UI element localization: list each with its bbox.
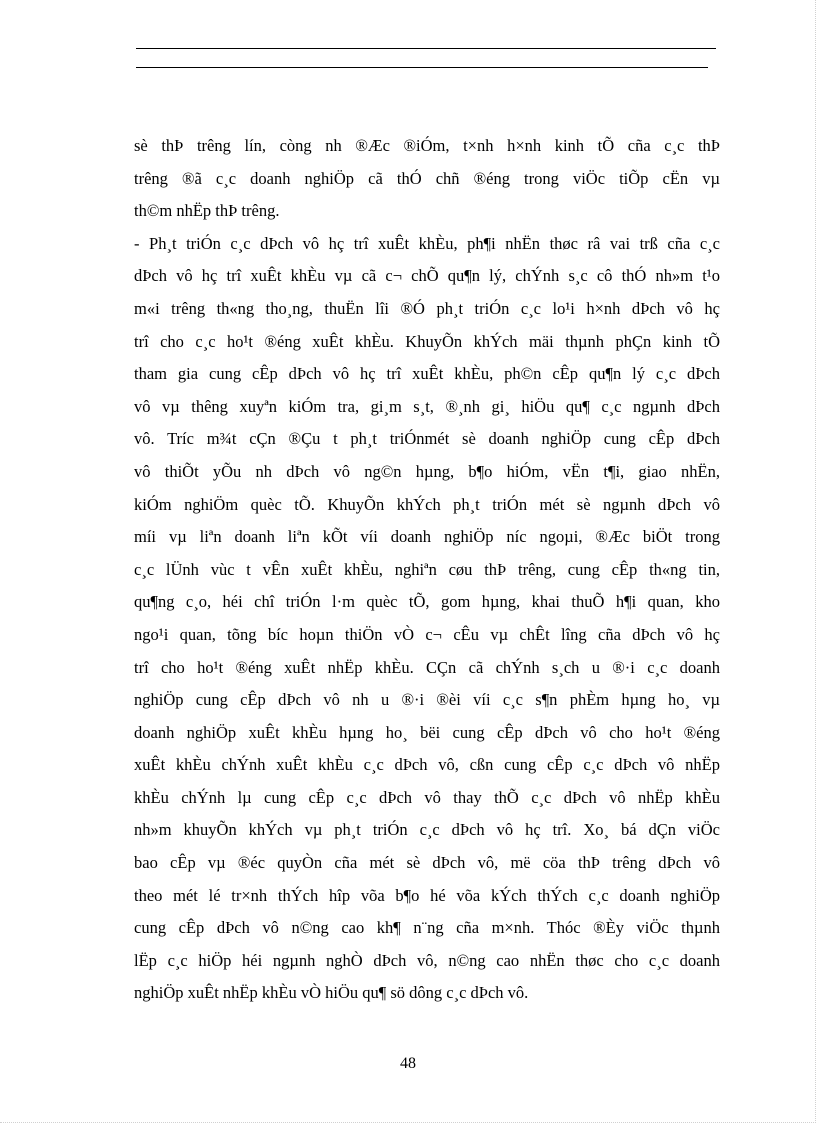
text-line: th©m nhËp thÞ trêng. <box>134 201 280 221</box>
text-line: trêng ®ã c¸c doanh nghiÖp cã thÓ chñ ®éng trong viÖc tiÕp cËn vµ <box>134 168 720 188</box>
text-line: sè thÞ trêng lín, còng nh ®Æc ®iÓm, t×nh h×nh kinh tÕ cña c¸c thÞ <box>134 136 720 155</box>
text-line: dÞch vô hç trî xuÊt khÈu vµ cã c¬ chÕ qu¶n lý, chÝnh s¸c cô thÓ nh»m t¹o <box>134 266 720 286</box>
text-line: xuÊt khÈu chÝnh xuÊt khÈu c¸c dÞch vô, cßn cung cÊp c¸c dÞch vô nhËp <box>134 755 720 775</box>
text-line: trî cho ho¹t ®éng xuÊt nhËp khÈu. CÇn cã chÝnh s¸ch u ®·i c¸c doanh <box>134 657 720 677</box>
text-line: ngo¹i quan, tõng bíc hoµn thiÖn vÒ c¬ cÊu vµ chÊt lîng cña dÞch vô hç <box>134 624 720 644</box>
text-line: míi vµ liªn doanh liªn kÕt víi doanh nghiÖp níc ngoµi, ®Æc biÖt trong <box>134 527 720 547</box>
text-line: vô thiÕt yÕu nh dÞch vô ng©n hµng, b¶o hiÓm, vËn t¶i, giao nhËn, <box>134 461 720 481</box>
text-line: m«i trêng th«ng tho¸ng, thuËn lîi ®Ó ph¸t triÓn c¸c lo¹i h×nh dÞch vô hç <box>134 298 720 318</box>
text-line: lËp c¸c hiÖp héi ngµnh nghÒ dÞch vô, n©ng cao nhËn thøc cho c¸c doanh <box>134 950 720 970</box>
text-line: qu¶ng c¸o, héi chî triÓn l·m quèc tÕ, gom hµng, khai thuÕ h¶i quan, kho <box>134 592 720 612</box>
text-line: - Ph¸t triÓn c¸c dÞch vô hç trî xuÊt khÈu, ph¶i nhËn thøc râ vai trß cña c¸c <box>134 233 720 253</box>
text-line: c¸c lÜnh vùc t vÊn xuÊt khÈu, nghiªn cøu thÞ trêng, cung cÊp th«ng tin, <box>134 559 720 579</box>
text-line: nghiÖp xuÊt nhËp khÈu vÒ hiÖu qu¶ sö dông c¸c dÞch vô. <box>134 983 529 1003</box>
text-line: cung cÊp dÞch vô n©ng cao kh¶ n¨ng cña m×nh. Thóc ®Èy viÖc thµnh <box>134 918 720 938</box>
text-line: nghiÖp cung cÊp dÞch vô nh u ®·i ®èi víi c¸c s¶n phÈm hµng ho¸ vµ <box>134 690 720 710</box>
text-line: bao cÊp vµ ®éc quyÒn cña mét sè dÞch vô, më cöa thÞ trêng dÞch vô <box>134 853 720 873</box>
text-line: vô. Tríc m¾t cÇn ®Çu t ph¸t triÓnmét sè doanh nghiÖp cung cÊp dÞch <box>134 429 720 449</box>
header-rule-bottom <box>136 67 708 68</box>
header-rule-top <box>136 48 716 49</box>
text-line: doanh nghiÖp xuÊt khÈu hµng ho¸ bëi cung cÊp dÞch vô cho ho¹t ®éng <box>134 722 720 742</box>
text-line: kiÓm nghiÖm quèc tÕ. KhuyÕn khÝch ph¸t triÓn mét sè ngµnh dÞch vô <box>134 494 720 514</box>
text-line: vô vµ thêng xuyªn kiÓm tra, gi¸m s¸t, ®¸nh gi¸ hiÖu qu¶ c¸c ngµnh dÞch <box>134 396 720 416</box>
text-line: theo mét lé tr×nh thÝch hîp võa b¶o hé võa kÝch thÝch c¸c doanh nghiÖp <box>134 885 720 905</box>
text-line: tham gia cung cÊp dÞch vô hç trî xuÊt khÈu, ph©n cÊp qu¶n lý c¸c dÞch <box>134 364 720 384</box>
text-line: khÈu chÝnh lµ cung cÊp c¸c dÞch vô thay thÕ c¸c dÞch vô nhËp khÈu <box>134 787 720 807</box>
page-number: 48 <box>400 1055 416 1072</box>
body-text <box>134 130 720 1010</box>
text-line: trî cho c¸c ho¹t ®éng xuÊt khÈu. KhuyÕn khÝch mäi thµnh phÇn kinh tÕ <box>134 331 720 351</box>
text-line: nh»m khuyÕn khÝch vµ ph¸t triÓn c¸c dÞch vô hç trî. Xo¸ bá dÇn viÖc <box>134 820 720 840</box>
